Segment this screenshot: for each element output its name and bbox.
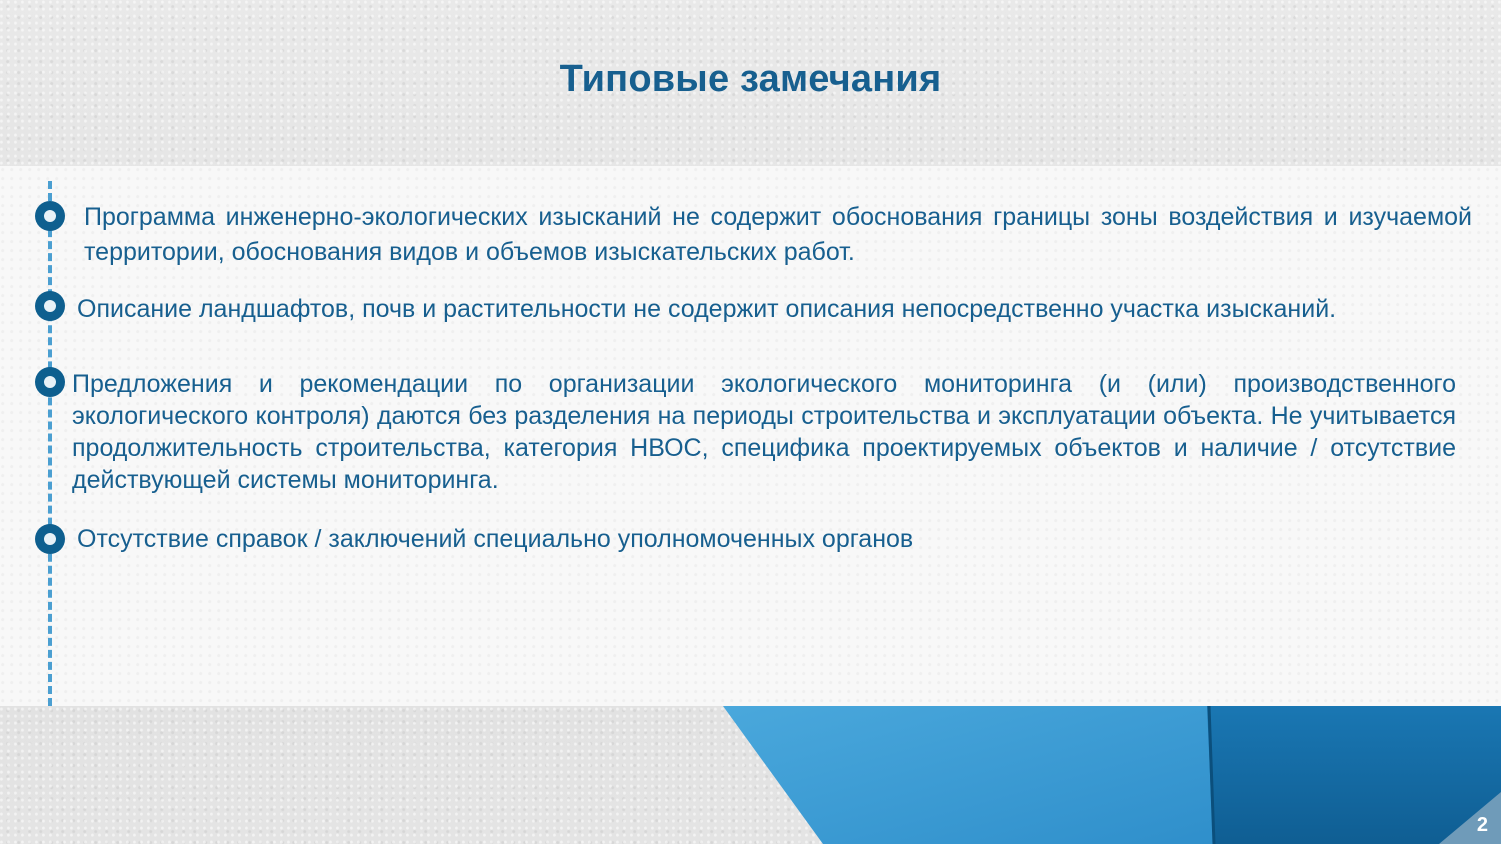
timeline-bullet-icon xyxy=(35,291,65,321)
decorative-blue-wedge xyxy=(0,706,1501,844)
page-number-corner xyxy=(1439,792,1501,844)
decorative-bottom-band xyxy=(0,706,1501,844)
remark-item-4: Отсутствие справок / заключений специально уполномоченных органов xyxy=(77,525,914,553)
title-band xyxy=(0,0,1501,166)
slide-title: Типовые замечания xyxy=(559,58,942,100)
page-number: 2 xyxy=(1476,814,1488,836)
timeline-bullet-icon xyxy=(35,201,65,231)
remark-item-1: Программа инженерно-экологических изысканий не содержит обоснования границы зоны воздействия и изучаемой территории, обоснования видов и объемов изыскательских работ. xyxy=(84,203,1472,266)
timeline-bullet-icon xyxy=(35,367,65,397)
remark-item-2: Описание ландшафтов, почв и растительности не содержит описания непосредственно участка изысканий. xyxy=(77,295,1337,323)
remark-item-3: Предложения и рекомендации по организации экологического мониторинга (и (или) производственного экологического контроля) даются без разделения на периоды строительства и эксплуатации объекта. Не учитывается продолжительность строительства, категория НВОС, специфика проектируемых объектов и наличие / отсутствие действующей системы мониторинга. xyxy=(72,370,1456,494)
timeline-bullet-icon xyxy=(35,524,65,554)
timeline-line xyxy=(48,181,52,706)
